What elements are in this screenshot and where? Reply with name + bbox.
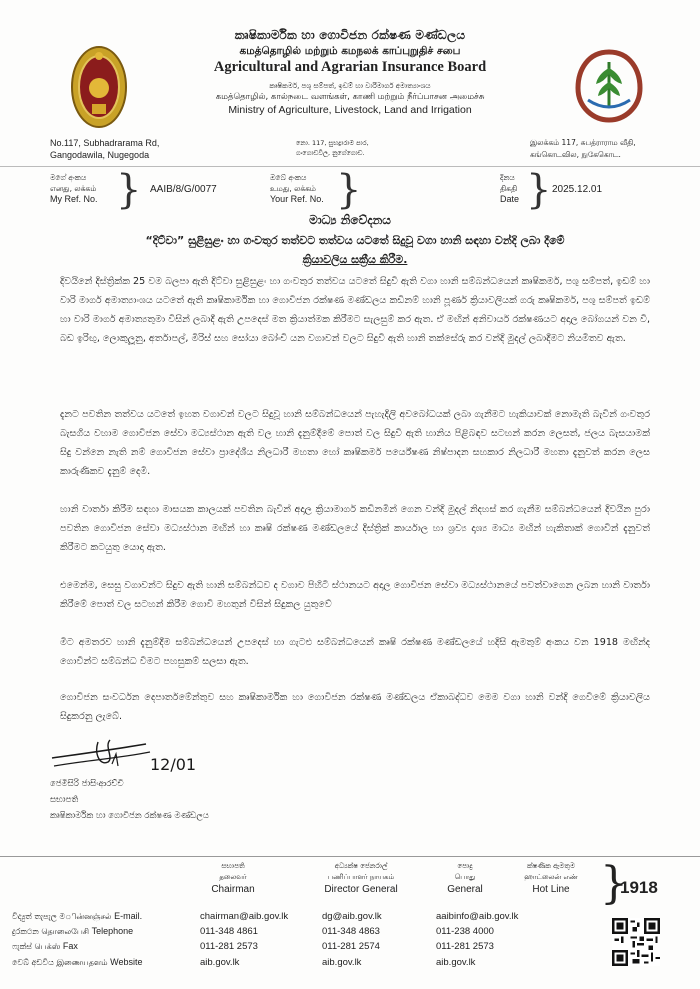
date-brace: } bbox=[526, 167, 552, 213]
media-release-title: මාධ්‍ය නිවේදනය bbox=[309, 213, 391, 227]
aaib-logo-icon bbox=[574, 48, 644, 124]
signatory-block bbox=[50, 776, 209, 824]
general-website[interactable]: aib.gov.lk bbox=[436, 957, 476, 968]
dg-fax: 011-281 2574 bbox=[322, 941, 380, 952]
footer-col-hotline: ක්ෂණික ඇමතුම ஹாட்லைன் எண் Hot Line bbox=[524, 862, 578, 895]
org-name-en: Agricultural and Agrarian Insurance Board bbox=[213, 59, 487, 75]
paragraph-6: ගොවිජන සංවර්ධන දෙපාර්තමේන්තුව සහ කෘෂිකාර්මික හා ගොවිජන රක්ෂණ මණ්ඩලය ඒකාබද්ධව මෙම වගා හානි වන්දි ගෙවීමේ ක්‍රියාවලිය සිදුකරනු ලැබේ. bbox=[60, 692, 650, 722]
date-value: 2025.12.01 bbox=[552, 184, 603, 195]
chairman-website[interactable]: aib.gov.lk bbox=[200, 957, 240, 968]
address-ta: இலக்கம் 117, சுபத்ராராம வீதி, கங்கொடவில, நுகேகொட. bbox=[530, 138, 636, 159]
signature-date: 12/01 bbox=[150, 755, 197, 774]
signatory-org: කෘෂිකාර්මික හා ගොවිජන රක්ෂණ මණ්ඩලය bbox=[50, 811, 209, 821]
chairman-email[interactable]: chairman@aib.gov.lk bbox=[200, 911, 289, 922]
letterhead-title bbox=[160, 28, 540, 116]
qr-code-icon[interactable] bbox=[612, 918, 660, 966]
hotline-brace: } bbox=[600, 858, 628, 909]
signatory-name: ජෙමිසිරි ජාසිංආරච්චි bbox=[50, 779, 124, 789]
paragraph-1: දිවයිනේ දිස්ත්‍රික්ක 25 වම බලපා ඇති දිට්වා සුළිසුළං හා ගංවතුර තත්වය යටතේ සිදුවී ඇති වගා හානි සම්බන්ධයෙන් කෘෂිකර්ම, පශු සම්පත්, ඉඩම් හා වාරි මාර්ග අමාත්‍යාංශය යටතේ ඇති කෘෂිකාර්මික හා ගොවිජන රක්ෂණ මණ්ඩලය කඩිනම් හානි පූර්ණ ක්‍රියාවලියක් ගරු කෘෂිකර්ම, පශු සම්පත් ඉඩම් හා වාරි මාර්ග අමාත්‍යතුමා විසින් ලබාදී ඇති උපදෙස් මත ක්‍රියාත්මක කිරීමට සැලසුම් කර ඇත. ඒ මඟින් අනිවාර්ය රක්ෂණයට අදාල බෝගයන් වන වී, බඩ ඉරිඟු, ලොකුලූනු, අර්තාපල්, මිරිස් සහ සෝයා බෝංචි යන වගාවන් වලට සිදුවී ඇති හානි තක්සේරු කර වන්දි මුදල් ලබාදීමට නියමිතව ඇත. bbox=[60, 276, 650, 344]
dg-email[interactable]: dg@aib.gov.lk bbox=[322, 911, 382, 922]
address-si: නො. 117, සුභද්‍රාරාම පාර, ගංගොඩවිල, නුගේගොඩ. bbox=[296, 139, 369, 157]
address-en: No.117, Subhadrarama Rd, Gangodawila, Nugegoda bbox=[50, 138, 160, 160]
footer-col-dg: අධ්‍යක්ෂ ජෙනරාල් பணிப்பாளர் நாயகம் Director General bbox=[324, 862, 398, 895]
footer-col-chairman: සභාපති தலைவர் Chairman bbox=[211, 862, 255, 895]
paragraph-3: හානි වාර්තා කිරීම සඳහා මාසයක කාලයක් පවතින බැවින් අදාල ක්‍රියාමාර්ග කඩිනමින් ගෙන වන්දි මුදල් නිදහස් කර ගැනීම සම්බන්ධයෙන් දිවයින පුරා පවතින ගොවිජන සේවා මධ්‍යස්ථාන මඟින් හා කෘෂි රක්ෂණ මණ්ඩලයේ දිස්ත්‍රික් කාර්යාල හා ශ්‍රව්‍ය දෘශ්‍ය මාධ්‍ය මඟින් හැකිතාක් ගොවීන් දැනුවත් කිරීමට කටයුතු යොදා ඇත. bbox=[60, 504, 650, 553]
hotline-number: 1918 bbox=[620, 878, 658, 897]
org-name-si: කෘෂිකාර්මික හා ගොවිජන රක්ෂණ මණ්ඩලය bbox=[234, 28, 466, 42]
telephone-label: දුරකථන தொலைபேசி Telephone bbox=[12, 926, 134, 936]
state-emblem-icon bbox=[70, 44, 128, 130]
paragraph-5: මීට අමතරව හානි දැනුම්දීම සම්බන්ධයෙන් උපදෙස් හා ගැටළු සම්බන්ධයෙන් කෘෂි රක්ෂණ මණ්ඩලයේ හදිසි ඇමතුම් අංකය වන 1918 මඟින්ද ගොවීන්ට සම්බන්ධ වීමට පහසුකම් සලසා ඇත. bbox=[60, 637, 650, 667]
my-ref-label: මගේ අංකය எனது, லக்கம் My Ref. No. bbox=[50, 173, 98, 204]
dg-telephone: 011-348 4863 bbox=[322, 926, 380, 937]
ministry-si: කෘෂිකර්ම, පශු සම්පත්, ඉඩම් හා වාරිමාර්ග අමාත්‍යාංශය bbox=[269, 82, 431, 90]
general-telephone: 011-238 4000 bbox=[436, 926, 494, 937]
paragraph-2: දැනට පවතින තත්වය යටතේ ඉහත වගාවන් වලට සිදුවූ හානි සම්බන්ධයෙන් පැහැදිලි අවබෝධයක් ලබා ගැනීමට හැකියාවක් නොමැති බැවින් ගංවතුර බැසගිය වහාම ගොවිජන සේවා මධ්‍යස්ථාන ඇති වල හානි දැනුම්දීමේ පොත් වල සිදුවී ඇති හානිය පිළිබඳව සටහන් කරන ලෙසත්, ජලය බැසයාමක් සිදු වන්නෙ නැති නම් ගොවිජන සේවා ප්‍රාදේශීය නිලධාරී මහතා හෝ කෘෂිකර්ම පර්යේෂණ නිෂ්පාදන සහකාර නිලධාරී මහතා දැනුවත් කරන ලෙස කාරුණිකව දැනුම් දෙමි. bbox=[60, 409, 650, 477]
email-label: විද්‍යුත් තැපැල මின்னஞ்சல் E-mail. bbox=[12, 911, 143, 921]
my-ref-brace: } bbox=[116, 167, 142, 213]
handwritten-signature bbox=[50, 736, 200, 776]
ministry-en: Ministry of Agriculture, Livestock, Land and Irrigation bbox=[228, 104, 472, 116]
chairman-fax: 011-281 2573 bbox=[200, 941, 258, 952]
date-label: දිනය திகதி Date bbox=[500, 173, 520, 204]
paragraph-4: එමෙන්ම, සෙසු වගාවන්ට සිදුව ඇති හානි සම්බන්ධව ද වගාව පිහිටි ස්ථානයට අදාල ගොවිජන සේවා මධ්‍යස්ථානයේ පවත්වාගෙන ලබන හානි වාර්තා කිරීමේ පොත් වල සටහන් කිරීම ගොවි මහතුන් විසින් සිදුකල යුතුවේ bbox=[60, 580, 650, 610]
my-ref-value: AAIB/8/G/0077 bbox=[150, 184, 217, 195]
chairman-telephone: 011-348 4861 bbox=[200, 926, 258, 937]
your-ref-label: ඔබේ අංකය உமது, லக்கம் Your Ref. No. bbox=[270, 173, 324, 204]
your-ref-brace: } bbox=[336, 167, 362, 213]
footer-divider bbox=[0, 856, 700, 857]
dg-website[interactable]: aib.gov.lk bbox=[322, 957, 362, 968]
general-fax: 011-281 2573 bbox=[436, 941, 494, 952]
org-name-ta: கமத்தொழில் மற்றும் கமநலக் காப்புறுதிச் சபை bbox=[239, 45, 461, 57]
ministry-ta: கமத்தொழில், கால்நடை வளங்கள், காணி மற்றும் நீர்ப்பாசன அமைச்சு bbox=[215, 92, 485, 102]
footer-col-general: පොදු பொது General bbox=[447, 862, 483, 895]
subject-heading: “දිට්වා” සුළිසුළං හා ගංවතුර තත්වට තත්වය යටතේ සිදුවූ වගා හානි සඳහා වන්දි ලබා දීමේ ක්‍රියාවලිය සක්‍රීය කිරීම. bbox=[145, 234, 565, 266]
general-email[interactable]: aaibinfo@aib.gov.lk bbox=[436, 911, 519, 922]
fax-label: ෆැක්ස් பெக்ஸ் Fax bbox=[12, 941, 78, 951]
website-label: වෙබ් අඩවිය இணையதளம் Website bbox=[12, 957, 143, 967]
signatory-role: සභාපති bbox=[50, 795, 79, 805]
